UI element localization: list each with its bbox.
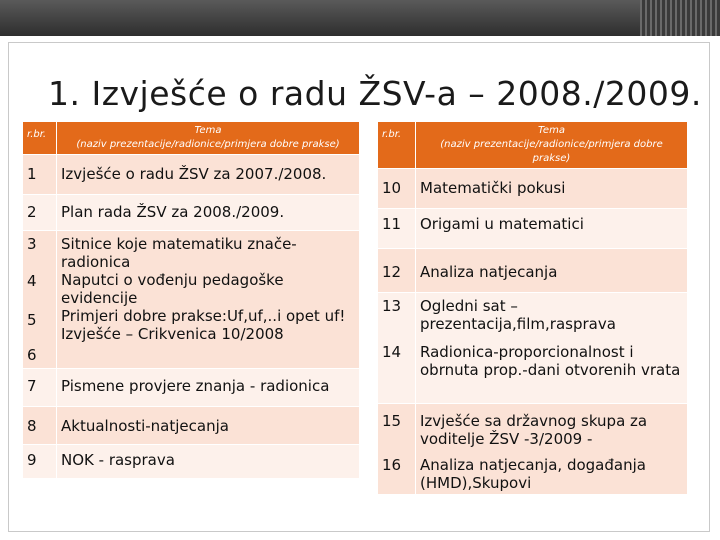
header-rbr: r.br. (23, 122, 57, 155)
row-topic-stack (57, 231, 360, 369)
header-tema (416, 122, 688, 169)
header-tema-title: Tema (194, 125, 222, 136)
row-topic: Naputci o vođenju pedagoške evidencije (61, 271, 284, 307)
table-row (23, 155, 360, 195)
table-row (378, 404, 688, 495)
row-number: 15 (382, 412, 402, 430)
table-row (23, 231, 360, 369)
row-number: 16 (382, 456, 402, 474)
row-number: 7 (23, 369, 57, 407)
slide-title: 1. Izvješće o radu ŽSV-a – 2008./2009. (48, 74, 702, 113)
row-number-stack (23, 231, 57, 369)
row-topic: Plan rada ŽSV za 2008./2009. (57, 195, 360, 231)
header-rbr: r.br. (378, 122, 416, 169)
row-number: 4 (27, 272, 37, 290)
table-row (378, 209, 688, 249)
header-tema-subtitle: (naziv prezentacije/radionice/primjera dobre prakse) (440, 139, 663, 164)
row-number-stack (378, 293, 416, 404)
table-row (23, 407, 360, 445)
table-header-row (378, 122, 688, 169)
row-number: 5 (27, 311, 37, 329)
table-row (378, 169, 688, 209)
header-tema-title: Tema (538, 125, 565, 136)
row-topic: Matematički pokusi (416, 169, 688, 209)
table-row (23, 195, 360, 231)
topics-table-right (377, 121, 688, 495)
table-row (378, 249, 688, 293)
table-header-row (23, 122, 360, 155)
row-number: 1 (23, 155, 57, 195)
row-number: 9 (23, 445, 57, 479)
header-tema-subtitle: (naziv prezentacije/radionice/primjera dobre prakse) (76, 139, 340, 150)
row-topic-stack (416, 293, 688, 404)
row-number: 2 (23, 195, 57, 231)
row-topic: Ogledni sat – prezentacija,film,rasprava (420, 297, 616, 333)
row-number-stack (378, 404, 416, 495)
table-row (378, 293, 688, 404)
row-topic: Analiza natjecanja (416, 249, 688, 293)
row-number: 11 (378, 209, 416, 249)
row-number: 14 (382, 343, 402, 361)
row-topic: Izvješće – Crikvenica 10/2008 (61, 325, 284, 343)
row-number: 12 (378, 249, 416, 293)
row-topic: Radionica-proporcionalnost i obrnuta prop.-dani otvorenih vrata (420, 343, 681, 379)
row-topic: Origami u matematici (416, 209, 688, 249)
row-topic: NOK - rasprava (57, 445, 360, 479)
row-number: 13 (382, 297, 402, 315)
row-topic: Aktualnosti-natjecanja (57, 407, 360, 445)
row-number: 3 (27, 235, 37, 253)
header-tema (57, 122, 360, 155)
topics-table-left (22, 121, 360, 479)
row-number: 6 (27, 346, 37, 364)
top-bar-stripes (640, 0, 720, 36)
row-topic: Izvješće o radu ŽSV za 2007./2008. (57, 155, 360, 195)
row-number: 8 (23, 407, 57, 445)
table-row (23, 369, 360, 407)
table-row (23, 445, 360, 479)
row-topic: Sitnice koje matematiku znače-radionica (61, 235, 297, 271)
row-number: 10 (378, 169, 416, 209)
row-topic: Pismene provjere znanja - radionica (57, 369, 360, 407)
row-topic-stack (416, 404, 688, 495)
row-topic: Analiza natjecanja, događanja (HMD),Skupovi (420, 456, 646, 492)
row-topic: Primjeri dobre prakse:Uf,uf,..i opet uf! (61, 307, 346, 325)
row-topic: Izvješće sa državnog skupa za voditelje ŽSV -3/2009 - (420, 412, 648, 448)
slide-top-bar (0, 0, 720, 36)
